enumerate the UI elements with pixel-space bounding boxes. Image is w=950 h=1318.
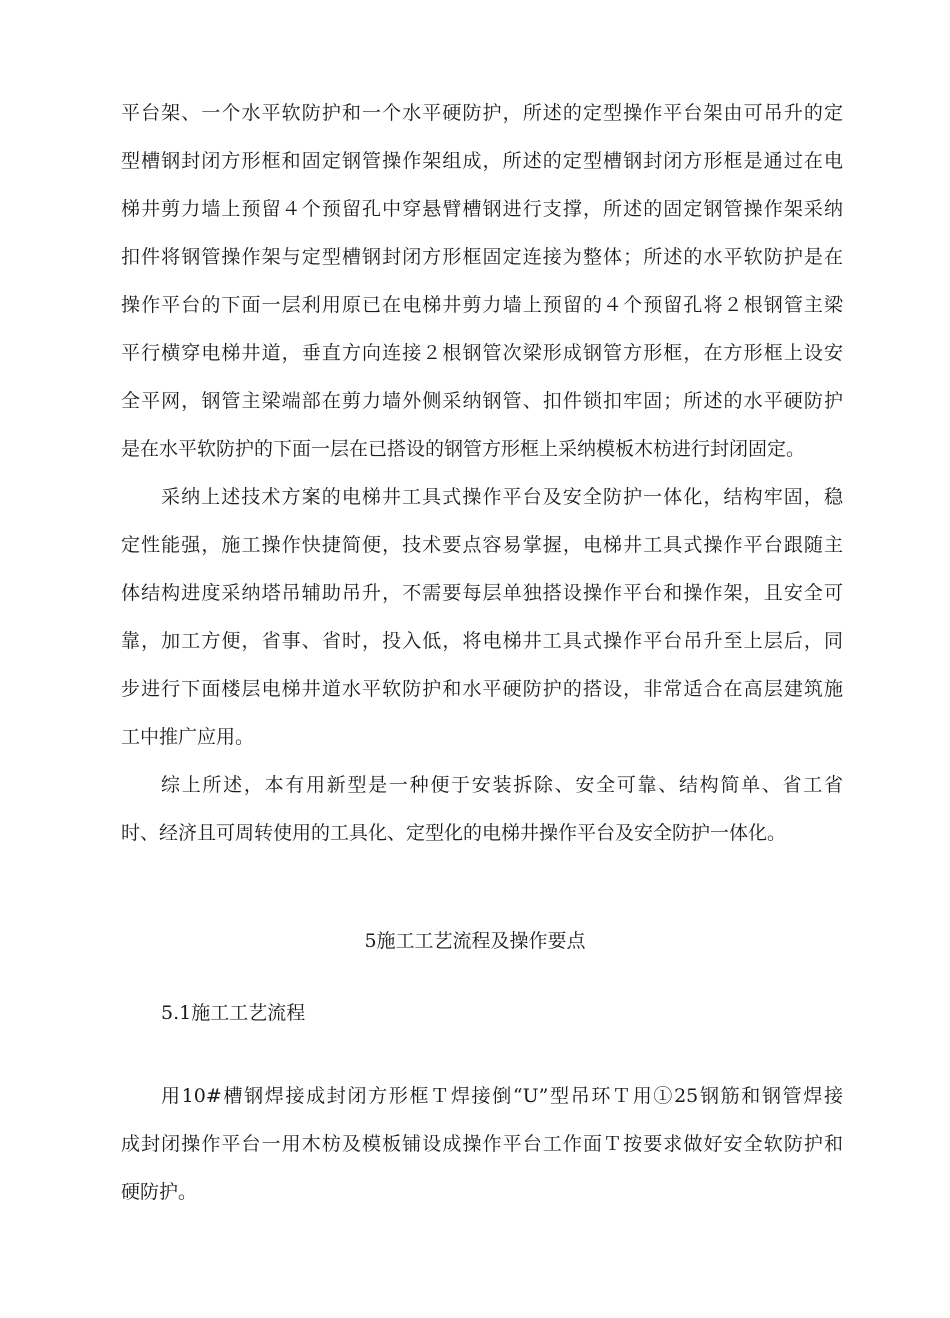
paragraph-line: 全平网，钢管主梁端部在剪力墙外侧采纳钢管、扣件锁扣牢固；所述的水平硬防护 [121, 390, 843, 412]
paragraph-line: 梯井剪力墙上预留４个预留孔中穿悬臂槽钢进行支撑，所述的固定钢管操作架采纳 [121, 198, 843, 220]
paragraph-line: 体结构进度采纳塔吊辅助吊升，不需要每层单独搭设操作平台和操作架，且安全可 [121, 582, 843, 604]
paragraph-line: 硬防护。 [121, 1181, 198, 1203]
paragraph-3 [121, 761, 843, 857]
paragraph-line: 平行横穿电梯井道，垂直方向连接２根钢管次梁形成钢管方形框，在方形框上设安 [121, 342, 843, 364]
paragraph-line: 定性能强，施工操作快捷简便，技术要点容易掌握，电梯井工具式操作平台跟随主 [121, 534, 843, 556]
paragraph-line: 平台架、一个水平软防护和一个水平硬防护，所述的定型操作平台架由可吊升的定 [121, 102, 843, 124]
paragraph-line: 是在水平软防护的下面一层在已搭设的钢管方形框上采纳模板木枋进行封闭固定。 [121, 438, 806, 460]
paragraph-line: 采纳上述技术方案的电梯井工具式操作平台及安全防护一体化，结构牢固，稳 [161, 486, 843, 508]
paragraph-2 [121, 473, 843, 761]
paragraph-line: 成封闭操作平台一用木枋及模板铺设成操作平台工作面Ｔ按要求做好安全软防护和 [121, 1133, 843, 1155]
section-heading: 5施工工艺流程及操作要点 [364, 930, 586, 952]
paragraph-line: 用10#槽钢焊接成封闭方形框Ｔ焊接倒“U”型吊环Ｔ用①25钢筋和钢管焊接 [161, 1085, 843, 1107]
paragraph-line: 扣件将钢管操作架与定型槽钢封闭方形框固定连接为整体；所述的水平软防护是在 [121, 246, 843, 268]
paragraph-line: 工中推广应用。 [121, 726, 255, 748]
paragraph-line: 型槽钢封闭方形框和固定钢管操作架组成，所述的定型槽钢封闭方形框是通过在电 [121, 150, 843, 172]
paragraph-1 [121, 89, 843, 473]
subsection-heading: 5.1施工工艺流程 [161, 1002, 306, 1024]
paragraph-line: 靠，加工方便，省事、省时，投入低，将电梯井工具式操作平台吊升至上层后，同 [121, 630, 843, 652]
paragraph-line: 时、经济且可周转使用的工具化、定型化的电梯井操作平台及安全防护一体化。 [121, 822, 787, 844]
paragraph-4 [121, 1072, 843, 1216]
paragraph-line: 操作平台的下面一层利用原已在电梯井剪力墙上预留的４个预留孔将２根钢管主梁 [121, 294, 843, 316]
paragraph-line: 综上所述，本有用新型是一种便于安装拆除、安全可靠、结构简单、省工省 [161, 774, 843, 796]
paragraph-line: 步进行下面楼层电梯井道水平软防护和水平硬防护的搭设，非常适合在高层建筑施 [121, 678, 843, 700]
